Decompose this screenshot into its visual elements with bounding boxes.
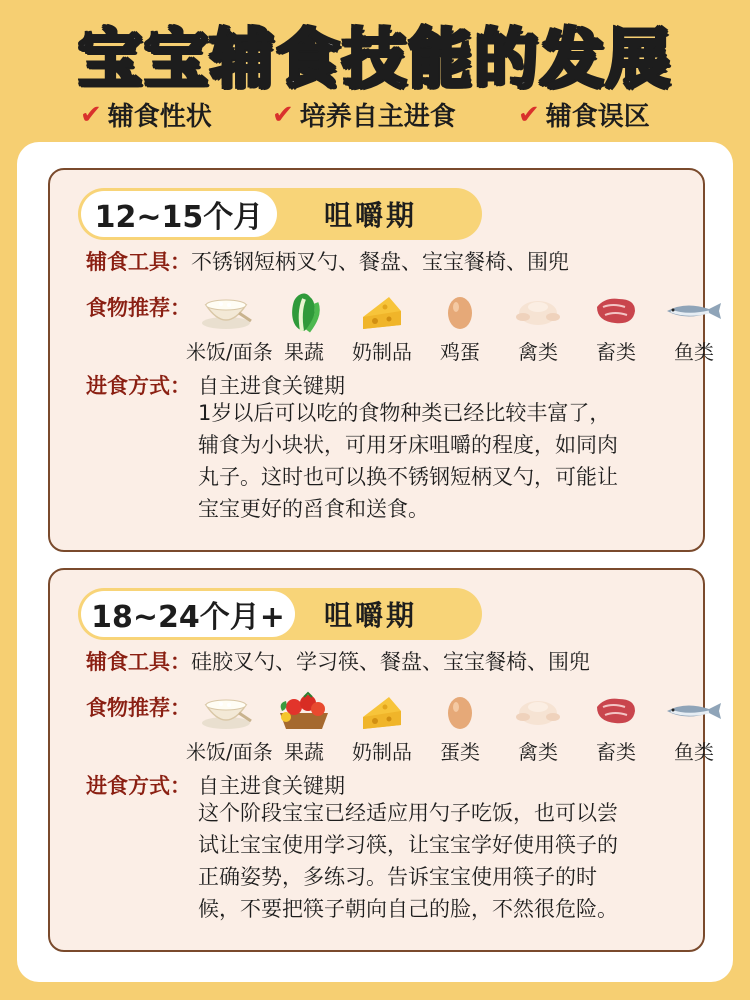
- chicken-icon: [498, 688, 578, 734]
- topic-label: 辅食误区: [545, 102, 650, 132]
- tools-value: 不锈钢短柄叉勺、餐盘、宝宝餐椅、围兜: [191, 250, 569, 274]
- stage-card-12-15: [48, 168, 714, 552]
- food-item: [186, 288, 273, 365]
- stage-name: 咀嚼期: [324, 599, 418, 632]
- method-description: [198, 397, 678, 525]
- food-row: [86, 288, 714, 368]
- food-name: 禽类: [518, 340, 558, 364]
- rice-bowl-icon: [186, 688, 266, 734]
- food-name: 果蔬: [284, 340, 324, 364]
- food-name: 奶制品: [352, 340, 412, 364]
- vegetable-basket-icon: [264, 688, 344, 734]
- topic-item: [80, 96, 212, 133]
- food-item: [576, 288, 656, 365]
- food-name: 鱼类: [674, 340, 714, 364]
- method-line: 1岁以后可以吃的食物种类已经比较丰富了，: [198, 401, 611, 425]
- food-item: [342, 688, 422, 765]
- food-name: 禽类: [518, 740, 558, 764]
- method-description: [198, 797, 678, 925]
- meat-icon: [576, 688, 656, 734]
- stage-pill: [78, 588, 482, 640]
- tools-value: 硅胶叉勺、学习筷、餐盘、宝宝餐椅、围兜: [191, 650, 590, 674]
- bok-choy-icon: [264, 288, 344, 334]
- stage-card-18-24: [48, 568, 714, 952]
- topic-item: [518, 96, 650, 133]
- food-item: [420, 288, 500, 365]
- chicken-icon: [498, 288, 578, 334]
- food-label: 食物推荐：: [86, 296, 191, 320]
- food-name: 鱼类: [674, 740, 714, 764]
- method-label: 进食方式：: [86, 374, 191, 398]
- method-line: 宝宝更好的舀食和送食。: [198, 497, 429, 521]
- food-item: [498, 288, 578, 365]
- food-item: [576, 688, 656, 765]
- egg-icon: [420, 288, 500, 334]
- tools-label: 辅食工具：: [86, 250, 191, 274]
- method-line: 这个阶段宝宝已经适应用勺子吃饭，也可以尝: [198, 801, 618, 825]
- age-range: 12~15个月: [81, 191, 277, 237]
- topic-label: 培养自主进食: [299, 102, 456, 132]
- food-item: [654, 288, 734, 365]
- topic-item: [272, 96, 456, 133]
- cheese-icon: [342, 688, 422, 734]
- method-line: 正确姿势，多练习。告诉宝宝使用筷子的时: [198, 865, 597, 889]
- food-item: [654, 688, 734, 765]
- tools-label: 辅食工具：: [86, 650, 191, 674]
- food-name: 米饭/面条: [186, 340, 273, 364]
- topic-bar: [0, 96, 750, 136]
- check-icon: ✔: [80, 99, 102, 130]
- check-icon: ✔: [518, 99, 540, 130]
- method-line: 试让宝宝使用学习筷，让宝宝学好使用筷子的: [198, 833, 618, 857]
- food-name: 奶制品: [352, 740, 412, 764]
- food-item: [342, 288, 422, 365]
- method-line: 辅食为小块状，可用牙床咀嚼的程度，如同肉: [198, 433, 618, 457]
- food-name: 畜类: [596, 740, 636, 764]
- method-line: 丸子。这时也可以换不锈钢短柄叉勺，可能让: [198, 465, 618, 489]
- fish-icon: [654, 288, 734, 334]
- food-item: [264, 288, 344, 365]
- food-item: [264, 688, 344, 765]
- food-item: [498, 688, 578, 765]
- stage-pill: [78, 188, 482, 240]
- egg-icon: [420, 688, 500, 734]
- food-name: 鸡蛋: [440, 340, 480, 364]
- food-item: [420, 688, 500, 765]
- topic-label: 辅食性状: [107, 102, 212, 132]
- food-row: [86, 688, 714, 768]
- method-label: 进食方式：: [86, 774, 191, 798]
- check-icon: ✔: [272, 99, 294, 130]
- method-headline: 自主进食关键期: [198, 774, 345, 798]
- cheese-icon: [342, 288, 422, 334]
- food-name: 米饭/面条: [186, 740, 273, 764]
- method-line: 候，不要把筷子朝向自己的脸，不然很危险。: [198, 897, 618, 921]
- method-headline: 自主进食关键期: [198, 374, 345, 398]
- food-name: 蛋类: [440, 740, 480, 764]
- tools-row: [86, 246, 569, 276]
- food-label: 食物推荐：: [86, 696, 191, 720]
- food-name: 果蔬: [284, 740, 324, 764]
- page-title: 宝宝辅食技能的发展: [78, 23, 672, 97]
- age-range: 18~24个月+: [81, 591, 295, 637]
- food-item: [186, 688, 273, 765]
- rice-bowl-icon: [186, 288, 266, 334]
- food-name: 畜类: [596, 340, 636, 364]
- stage-name: 咀嚼期: [324, 199, 418, 232]
- meat-icon: [576, 288, 656, 334]
- tools-row: [86, 646, 590, 676]
- fish-icon: [654, 688, 734, 734]
